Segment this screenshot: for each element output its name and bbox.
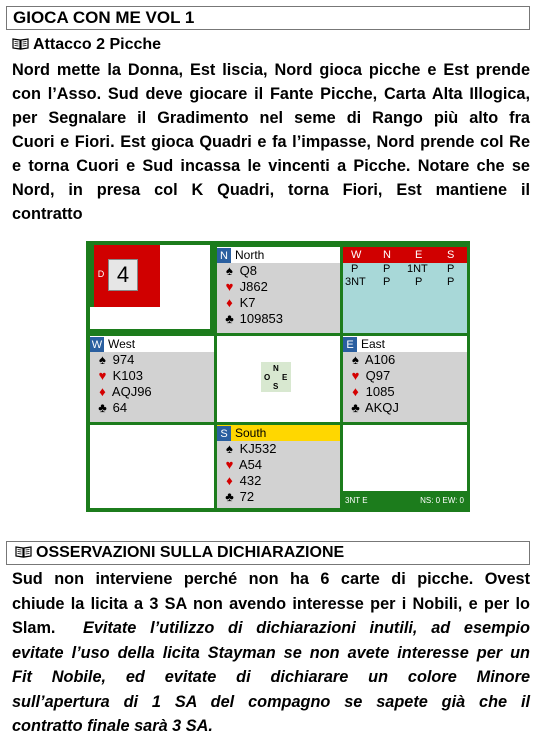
observations-paragraph [12, 567, 530, 739]
clubs-cards: 109853 [239, 311, 284, 326]
text-line: chiude la licita a 3 SA non avendo interesse per i Nobili, e per lo [12, 594, 530, 613]
book-icon [15, 546, 32, 558]
compass-s: S [273, 382, 279, 391]
diamonds-cards: 1085 [365, 384, 395, 399]
observations-title: OSSERVAZIONI SULLA DICHIARAZIONE [36, 544, 345, 561]
bid-col-n: N [383, 249, 391, 261]
text-line: sull’apertura di 1 SA del compagno se sapete già che il [12, 692, 530, 711]
text-line: Nord, in presa col K Quadri, torna Fiori, Est mantiene il [12, 181, 530, 199]
clubs-cards: AKQJ [364, 400, 399, 415]
intro-paragraph [12, 58, 530, 226]
bidding-box [343, 247, 467, 333]
italic-text: Evitate l’utilizzo di dichiarazioni inutili, ad esempio [82, 619, 530, 637]
player-name: East [361, 337, 386, 351]
heart-icon: ♥ [98, 368, 107, 383]
club-icon: ♣ [351, 400, 360, 415]
diamonds-cards: AQJ96 [111, 384, 152, 399]
club-icon: ♣ [225, 311, 234, 326]
seat-badge: W [91, 339, 103, 351]
bid: P [351, 263, 359, 275]
clubs-cards: 72 [239, 489, 255, 504]
dealer-mark: D [97, 269, 105, 279]
compass-o: O [264, 373, 271, 382]
bid: 1NT [407, 263, 428, 275]
text-line: contratto finale sarà 3 SA. [12, 717, 213, 735]
seat-badge: S [217, 426, 231, 442]
text-line: contratto [12, 205, 83, 223]
hearts-cards: Q97 [365, 368, 391, 383]
diamond-icon: ♦ [352, 384, 359, 399]
text-line: Nord mette la Donna, Est liscia, Nord gioca picche e Est prende [12, 61, 530, 79]
heading-text: Attacco 2 Picche [33, 36, 162, 53]
bridge-board [86, 241, 470, 512]
empty-area [160, 245, 210, 307]
spade-icon: ♠ [226, 263, 233, 278]
spade-icon: ♠ [99, 352, 106, 367]
north-hand [217, 247, 340, 333]
observations-heading [6, 541, 530, 565]
diamond-icon: ♦ [99, 384, 106, 399]
board-number-cell [86, 241, 214, 333]
clubs-cards: 64 [112, 400, 128, 415]
seat-badge: N [217, 248, 231, 264]
spades-cards: Q8 [239, 263, 257, 278]
text-line: evitate l’uso della licita Stayman se non avete interesse per un [12, 643, 530, 662]
compass-e: E [282, 373, 288, 382]
compass-n: N [273, 364, 279, 373]
bid: P [447, 263, 455, 275]
text-line: Sud non interviene perché non ha 6 carte di picche. Ovest [12, 570, 530, 588]
east-hand [343, 336, 467, 422]
text-line [12, 616, 530, 641]
text-line: per Segnalare il Gradimento nel seme di Rango più alto fra [12, 109, 530, 127]
bid: 3NT [345, 276, 366, 288]
text-line: con l’Asso. Sud deve giocare il Fante Picche, Carta Alta Illogica, [12, 85, 530, 103]
spades-cards: 974 [112, 352, 135, 367]
heart-icon: ♥ [351, 368, 360, 383]
diamond-icon: ♦ [226, 473, 233, 488]
hearts-cards: K103 [112, 368, 143, 383]
bidding-header [343, 247, 467, 263]
title-text: GIOCA CON ME VOL 1 [13, 8, 195, 27]
text-line: e torna Cuori e Sud incassa le vincenti a Picche. Notare che se [12, 157, 530, 175]
west-hand [90, 336, 214, 422]
diamond-icon: ♦ [226, 295, 233, 310]
diamonds-cards: 432 [239, 473, 262, 488]
spade-icon: ♠ [226, 441, 233, 456]
south-hand [217, 425, 340, 508]
club-icon: ♣ [225, 489, 234, 504]
book-icon [12, 38, 29, 50]
club-icon: ♣ [98, 400, 107, 415]
text-line: Fit Nobile, ed evitate di dichiarare un colore Minore [12, 668, 530, 686]
empty-area [94, 307, 210, 329]
diamonds-cards: K7 [239, 295, 256, 310]
heart-icon: ♥ [225, 279, 234, 294]
bid: P [447, 276, 455, 288]
hearts-cards: J862 [239, 279, 268, 294]
empty-area [90, 425, 214, 508]
bidding-rows [343, 263, 467, 289]
bid-col-w: W [351, 249, 362, 261]
player-name: South [235, 426, 267, 440]
empty-area [343, 425, 467, 491]
spades-cards: A106 [364, 352, 396, 367]
table-center [217, 336, 340, 422]
heart-icon: ♥ [225, 457, 234, 472]
bid: P [415, 276, 423, 288]
bid-col-s: S [447, 249, 455, 261]
bid: P [383, 263, 391, 275]
seat-badge: E [343, 337, 357, 353]
compass-rose [261, 362, 291, 392]
result-footer [343, 493, 467, 508]
section-heading [12, 35, 161, 55]
player-name: West [108, 337, 136, 351]
score: NS: 0 EW: 0 [420, 496, 464, 505]
hearts-cards: A54 [238, 457, 263, 472]
bid-col-e: E [415, 249, 423, 261]
text-line: Cuori e Fiori. Est gioca Quadri e fa l’impasse, Nord prende col Re [12, 133, 530, 151]
bid: P [383, 276, 391, 288]
player-name: North [235, 248, 265, 262]
slam-word: Slam. [12, 619, 56, 637]
spades-cards: KJ532 [239, 441, 277, 456]
contract-result: 3NT E [345, 496, 368, 505]
page-title [6, 6, 530, 30]
board-number: 4 [108, 259, 138, 291]
spade-icon: ♠ [352, 352, 359, 367]
